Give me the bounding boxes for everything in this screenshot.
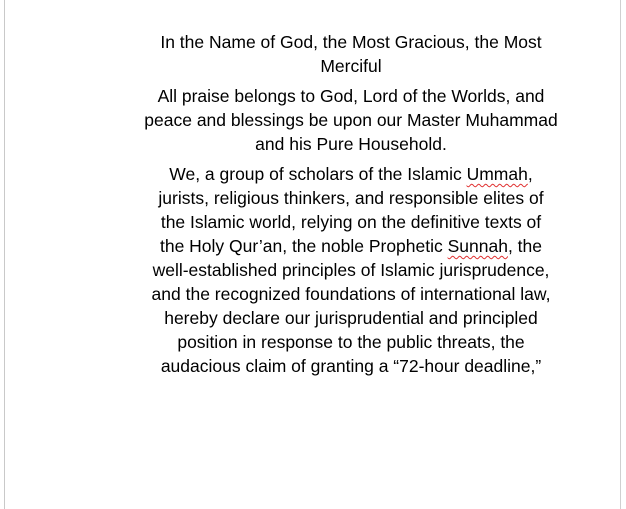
text-segment: hereby declare our jurisprudential and principled bbox=[164, 308, 538, 328]
text-line bbox=[112, 108, 590, 132]
text-line bbox=[112, 306, 590, 330]
text-segment: All praise belongs to God, Lord of the Worlds, and bbox=[157, 86, 545, 106]
text-line bbox=[112, 54, 590, 78]
page-right-border bbox=[620, 0, 621, 509]
text-line bbox=[112, 84, 590, 108]
page-left-border bbox=[4, 0, 5, 509]
text-segment: well-established principles of Islamic jurisprudence, bbox=[152, 260, 550, 280]
text-segment: jurists, religious thinkers, and responsible elites of bbox=[158, 188, 544, 208]
text-line bbox=[112, 186, 590, 210]
text-segment: and the recognized foundations of international law, bbox=[151, 284, 551, 304]
text-line bbox=[112, 258, 590, 282]
text-line bbox=[112, 210, 590, 234]
text-segment: the Holy Qur’an, the noble Prophetic bbox=[159, 236, 448, 256]
text-line bbox=[112, 354, 590, 378]
text-line bbox=[112, 234, 590, 258]
text-segment: and his Pure Household. bbox=[255, 134, 447, 154]
paragraph bbox=[112, 162, 590, 378]
text-segment: , bbox=[527, 164, 533, 184]
text-line bbox=[112, 330, 590, 354]
text-segment: peace and blessings be upon our Master Muhammad bbox=[144, 110, 558, 130]
spellcheck-flagged-word: Ummah bbox=[466, 164, 528, 184]
text-segment: the Islamic world, relying on the definitive texts of bbox=[160, 212, 542, 232]
text-segment: , the bbox=[507, 236, 543, 256]
text-segment: audacious claim of granting a “72-hour deadline,” bbox=[160, 356, 542, 376]
text-line bbox=[112, 282, 590, 306]
document-body[interactable] bbox=[112, 30, 590, 384]
text-segment: We, a group of scholars of the Islamic bbox=[169, 164, 467, 184]
text-line bbox=[112, 162, 590, 186]
text-segment: Merciful bbox=[320, 56, 382, 76]
text-line bbox=[112, 30, 590, 54]
text-segment: position in response to the public threats, the bbox=[177, 332, 525, 352]
paragraph bbox=[112, 30, 590, 78]
paragraph bbox=[112, 84, 590, 156]
text-line bbox=[112, 132, 590, 156]
text-segment: In the Name of God, the Most Gracious, the Most bbox=[160, 32, 542, 52]
spellcheck-flagged-word: Sunnah bbox=[447, 236, 508, 256]
